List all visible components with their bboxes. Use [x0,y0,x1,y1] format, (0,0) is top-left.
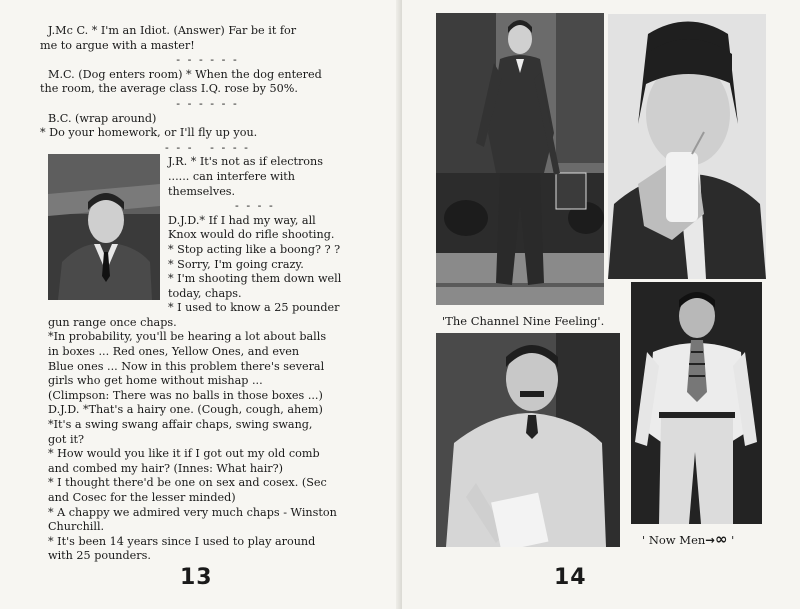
quote-line: * Sorry, I'm going crazy. [168,257,304,271]
quote-line: * I thought there'd be one on sex and cosex. (Sec [48,476,327,490]
quote-line: * A chappy we admired very much chaps - Winston [48,505,337,519]
quote-line: D.J.D. *That's a hairy one. (Cough, cough, ahem) [48,403,323,417]
page-number-left: 13 [180,565,213,590]
quote-line: (Climpson: There was no balls in those boxes ...) [48,388,323,402]
drinking-man-illustration [608,14,766,279]
tie-man-illustration [631,282,762,524]
quote-line: Knox would do rifle shooting. [168,228,335,242]
quote-line: D.J.D.* If I had my way, all [168,213,316,227]
quote-line: in boxes ... Red ones, Yellow Ones, and even [48,345,300,359]
photo-young-man-drinking [608,14,766,279]
quote-line: B.C. (wrap around) [48,111,157,125]
quote-line: girls who get home without mishap ... [48,374,263,388]
quote-line: and combed my hair? (Innes: What hair?) [48,461,284,475]
arrow-icon: → [705,533,715,547]
separator-dashes: - - - - [235,199,275,213]
photo-man-walking-briefcase [436,13,604,305]
infinity-icon: ∞ [714,530,728,548]
walking-man-illustration [436,13,604,305]
quote-line: and Cosec for the lesser minded) [48,491,236,504]
quote-line: with 25 pounders. [48,549,151,563]
quotes-text-block [40,24,375,564]
page-number-right: 14 [554,565,587,590]
quote-line: * It's been 14 years since I used to play around [48,534,316,548]
caption-now-men [642,530,734,548]
separator-dashes: - - - - - - [176,96,239,110]
paper-man-illustration [436,333,620,547]
quote-line: gun range once chaps. [48,315,177,329]
caption-channel-nine: 'The Channel Nine Feeling'. [442,314,605,328]
separator-dashes: - - - - - - - [165,140,250,154]
quote-line: * I used to know a 25 pounder [168,301,340,315]
quote-line: J.Mc C. * I'm an Idiot. (Answer) Far be it for [48,24,297,37]
separator-dashes: - - - - - - [176,53,239,67]
quote-line: got it? [48,432,85,446]
quote-line: ...... can interfere with [168,169,295,183]
quote-line: *It's a swing swang affair chaps, swing swang, [48,418,313,432]
quote-line: * Do your homework, or I'll fly up you. [40,126,258,140]
quote-line: today, chaps. [168,286,242,300]
quote-line: J.R. * It's not as if electrons [168,155,323,169]
quote-line: M.C. (Dog enters room) * When the dog entered [48,67,322,81]
caption-now-men-text: ' Now Men [642,533,706,547]
quote-line: *In probability, you'll be hearing a lot about balls [48,330,327,344]
quote-line: * I'm shooting them down well [168,272,342,286]
quote-line: the room, the average class I.Q. rose by 50%. [40,82,298,96]
quote-line: * How would you like it if I got out my old comb [48,447,320,461]
quote-line: Blue ones ... Now in this problem there's several [48,359,325,373]
photo-man-checked-tie [631,282,762,524]
quote-line: themselves. [168,184,236,198]
photo-man-with-paper [436,333,620,547]
quote-line: me to argue with a master! [40,38,195,52]
quote-line: Churchill. [48,520,105,534]
right-page [402,0,800,609]
quote-line: * Stop acting like a boong? ? ? [168,242,341,256]
caption-now-men-close: ' [731,533,735,547]
